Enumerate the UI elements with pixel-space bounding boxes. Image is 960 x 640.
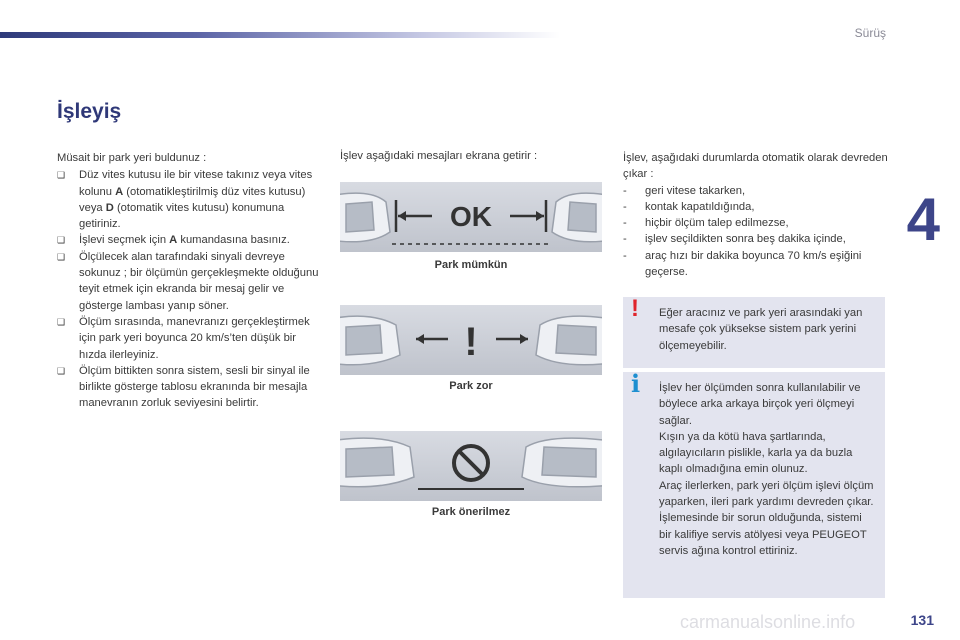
list-item: ❑ İşlevi seçmek için A kumandasına basınız. — [57, 232, 319, 248]
header-bar — [0, 32, 560, 38]
bullet-icon: ❑ — [57, 170, 66, 181]
info-paragraph: Araç ilerlerken, park yeri ölçüm işlevi ölçüm yaparken, ileri park yardımı devreden çıkar. — [659, 479, 874, 509]
info-text — [659, 380, 877, 559]
page-number: 131 — [910, 612, 934, 628]
warning-box — [623, 297, 885, 368]
chapter-number: 4 — [906, 186, 940, 253]
bullet-icon: ❑ — [57, 251, 66, 262]
info-paragraph: Kışın ya da kötü hava şartlarında, algılayıcıların pislikle, karla ya da buzla kaplı olmadığına emin olunuz. — [659, 430, 853, 476]
page-title: İşleyiş — [57, 100, 122, 123]
instructions-column — [57, 150, 319, 412]
list-item: - hiçbir ölçüm talep edilmezse, — [623, 217, 789, 230]
info-paragraph: İşlemesinde bir sorun olduğunda, sistemi bir kalifiye servis atölyesi veya PEUGEOT servis ağına kontrol ettiriniz. — [659, 512, 867, 557]
prohibited-icon — [454, 446, 488, 480]
car-left-icon — [340, 316, 400, 365]
screen-park-difficult — [340, 305, 602, 375]
warning-text: Eğer aracınız ve park yeri arasındaki yan mesafe çok yüksekse sistem park yerini ölçemeyebilir. — [659, 307, 863, 352]
list-item: ❑ Ölçüm bittikten sonra sistem, sesli bir sinyal ile birlikte gösterge tablosu ekranında bir mesajla manevranın zorluk seviyesini belirtir. — [57, 364, 310, 410]
deactivation-intro: İşlev, aşağıdaki durumlarda otomatik olarak devreden çıkar : — [623, 152, 888, 181]
info-paragraph: İşlev her ölçümden sonra kullanılabilir ve böylece arka arkaya birçok yeri ölçmeyi sağlar. — [659, 382, 861, 427]
deactivation-column — [623, 150, 888, 280]
car-left-icon — [340, 438, 414, 487]
list-item: - araç hızı bir dakika boyunca 70 km/s eşiğini geçerse. — [623, 249, 862, 279]
car-right-icon — [552, 193, 602, 242]
car-left-icon — [340, 193, 390, 242]
car-right-icon — [536, 316, 602, 365]
watermark: carmanualsonline.info — [680, 612, 856, 632]
list-item: - işlev seçildikten sonra beş dakika içinde, — [623, 233, 846, 246]
messages-intro: İşlev aşağıdaki mesajları ekrana getirir : — [340, 150, 538, 162]
caption-park-possible: Park mümkün — [434, 259, 508, 271]
instructions-intro: Müsait bir park yeri buldunuz : — [57, 152, 207, 164]
car-right-icon — [522, 438, 602, 487]
instructions-list — [57, 167, 319, 411]
parking-ok-illustration — [340, 182, 602, 252]
caption-park-not-recommended: Park önerilmez — [431, 506, 511, 518]
list-item: ❑ Düz vites kutusu ile bir vitese takınız veya vites kolunu A (otomatikleştirilmiş düz vites kutusu) veya D (otomatik vites kutusu) konumuna getiriniz. — [57, 169, 313, 231]
list-item: ❑ Ölçülecek alan tarafındaki sinyali devreye sokunuz ; bir ölçümün gerçekleşmekte olduğunu teyit etmek için ekranda bir mesaj gelir ve gösterge lambası yanıp söner. — [57, 250, 319, 312]
deactivation-list — [623, 183, 888, 281]
caption-park-difficult: Park zor — [449, 380, 493, 392]
info-icon: i — [631, 369, 641, 398]
screen-park-not-recommended — [340, 431, 602, 501]
list-item: ❑ Ölçüm sırasında, manevranızı gerçekleştirmek için park yeri boyunca 20 km/s’ten düşük bir hızda ilerleyiniz. — [57, 315, 310, 361]
bullet-icon: ❑ — [57, 235, 66, 246]
section-label: Sürüş — [854, 26, 886, 40]
list-item: - kontak kapatıldığında, — [623, 200, 755, 213]
ok-label: OK — [450, 201, 492, 232]
info-box — [623, 369, 885, 598]
parking-not-recommended-illustration — [340, 431, 602, 501]
exclamation-label: ! — [464, 320, 478, 364]
bullet-icon: ❑ — [57, 316, 66, 327]
screen-park-possible — [340, 182, 602, 252]
list-item: - geri vitese takarken, — [623, 184, 746, 197]
warning-icon: ! — [631, 295, 639, 322]
parking-difficult-illustration — [340, 305, 602, 375]
bullet-icon: ❑ — [57, 365, 66, 376]
